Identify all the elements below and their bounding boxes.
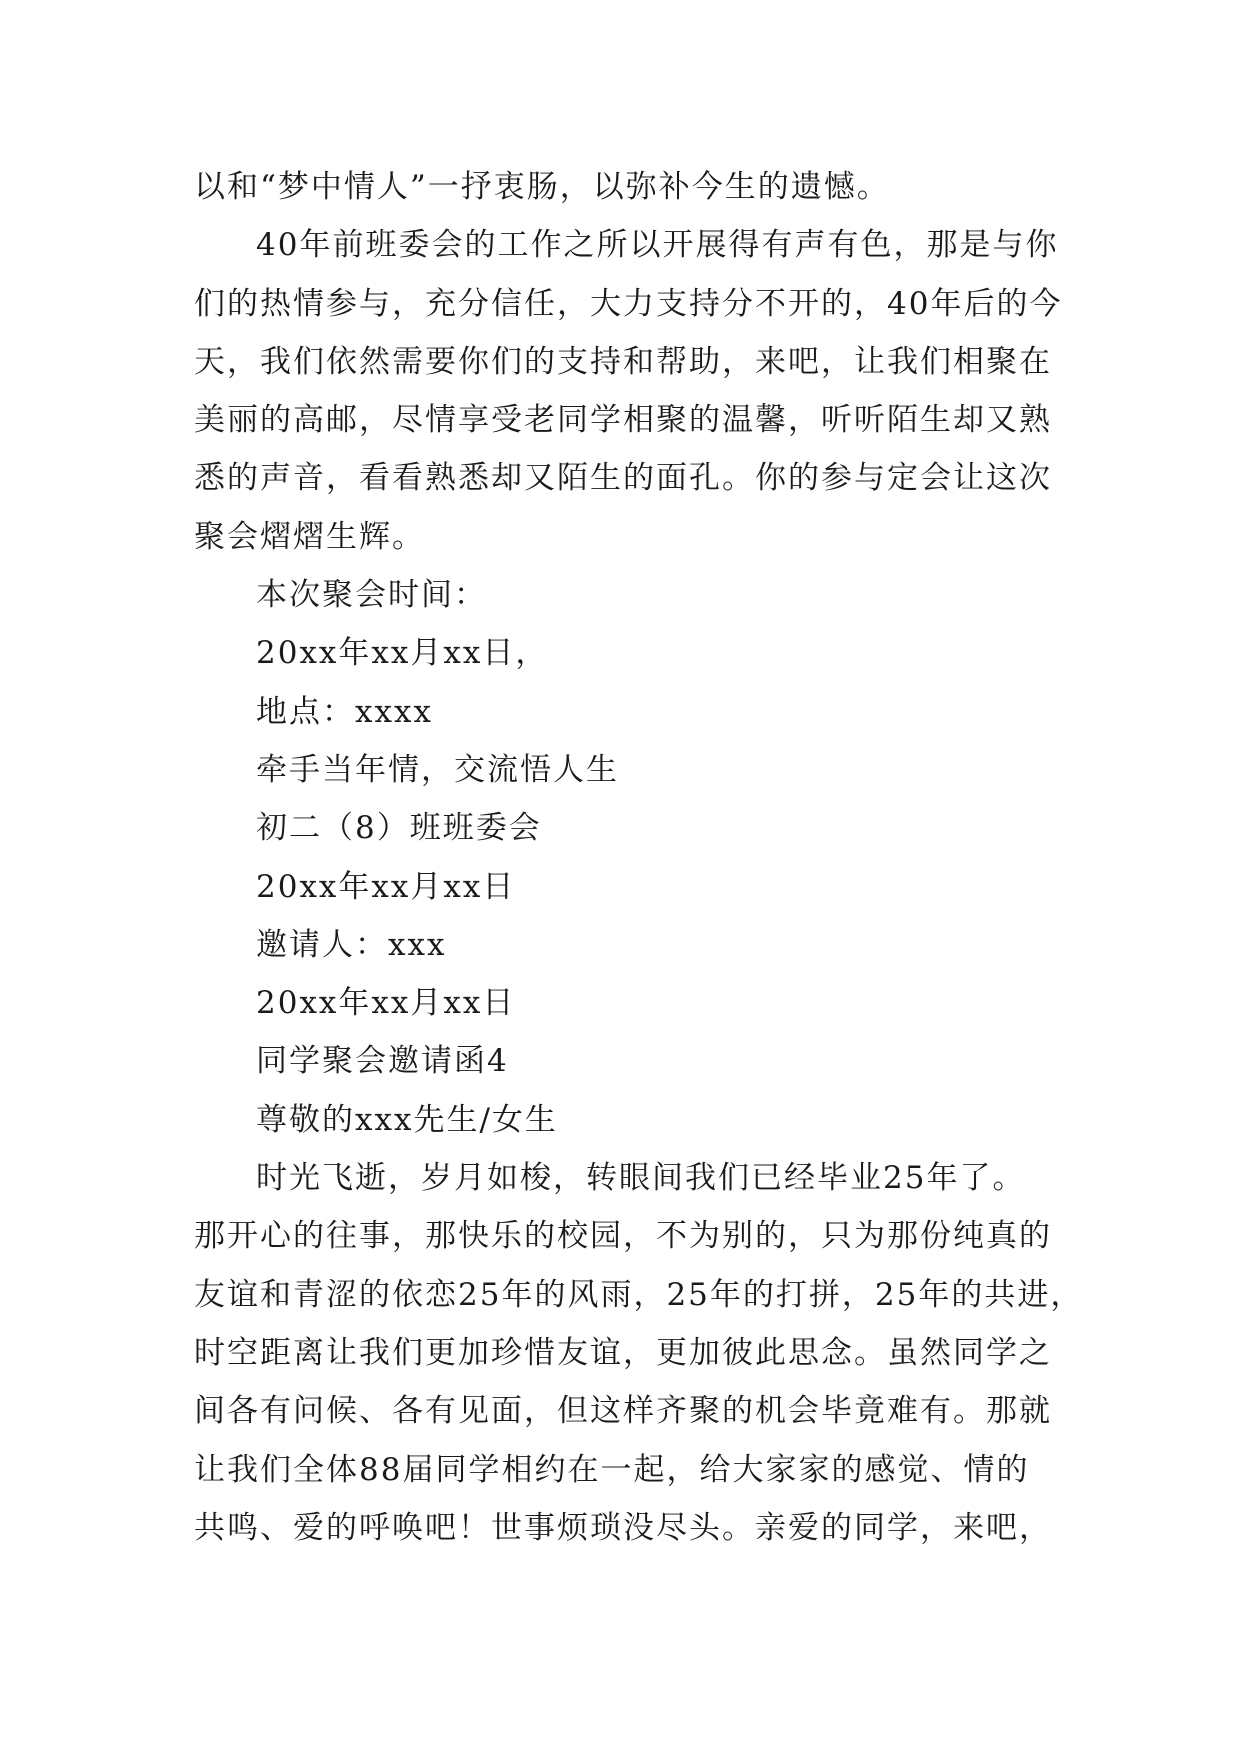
text-line: 以和“梦中情人”一抒衷肠，以弥补今生的遗憾。 [194,169,890,205]
text-line: 初二（8）班班委会 [256,810,542,847]
text-line: 尊敬的xxx先生/女生 [256,1101,558,1138]
text-line: 邀请人：xxx [256,926,447,963]
text-line: 聚会熠熠生辉。 [194,518,425,555]
text-line: 牵手当年情，交流悟人生 [256,751,619,788]
text-line: 那开心的往事，那快乐的校园，不为别的，只为那份纯真的 [194,1218,1052,1255]
text-line: 间各有问候、各有见面，但这样齐聚的机会毕竟难有。那就 [194,1393,1052,1430]
text-line: 地点：xxxx [256,693,433,730]
document-body [194,158,1084,1557]
text-line: 让我们全体88届同学相约在一起，给大家家的感觉、情的 [194,1451,1030,1488]
text-line: 们的热情参与，充分信任，大力支持分不开的，40年后的今 [194,285,1063,322]
text-line: 悉的声音，看看熟悉却又陌生的面孔。你的参与定会让这次 [194,460,1052,497]
text-line: 20xx年xx月xx日 [256,985,516,1022]
text-line: 友谊和青涩的依恋25年的风雨，25年的打拼，25年的共进， [194,1276,1084,1313]
text-line: 共鸣、爱的呼唤吧！世事烦琐没尽头。亲爱的同学，来吧， [194,1509,1052,1546]
text-line: 本次聚会时间： [256,577,487,614]
text-line: 20xx年xx月xx日 [256,868,516,905]
text-line: 20xx年xx月xx日， [256,635,549,672]
text-line: 40年前班委会的工作之所以开展得有声有色，那是与你 [256,227,1059,264]
text-line: 时空距离让我们更加珍惜友谊，更加彼此思念。虽然同学之 [194,1334,1052,1371]
text-line: 同学聚会邀请函4 [256,1043,509,1080]
text-line: 美丽的高邮，尽情享受老同学相聚的温馨，听听陌生却又熟 [194,402,1052,439]
text-line: 时光飞逝，岁月如梭，转眼间我们已经毕业25年了。 [256,1160,1026,1197]
text-line: 天，我们依然需要你们的支持和帮助，来吧，让我们相聚在 [194,343,1052,380]
